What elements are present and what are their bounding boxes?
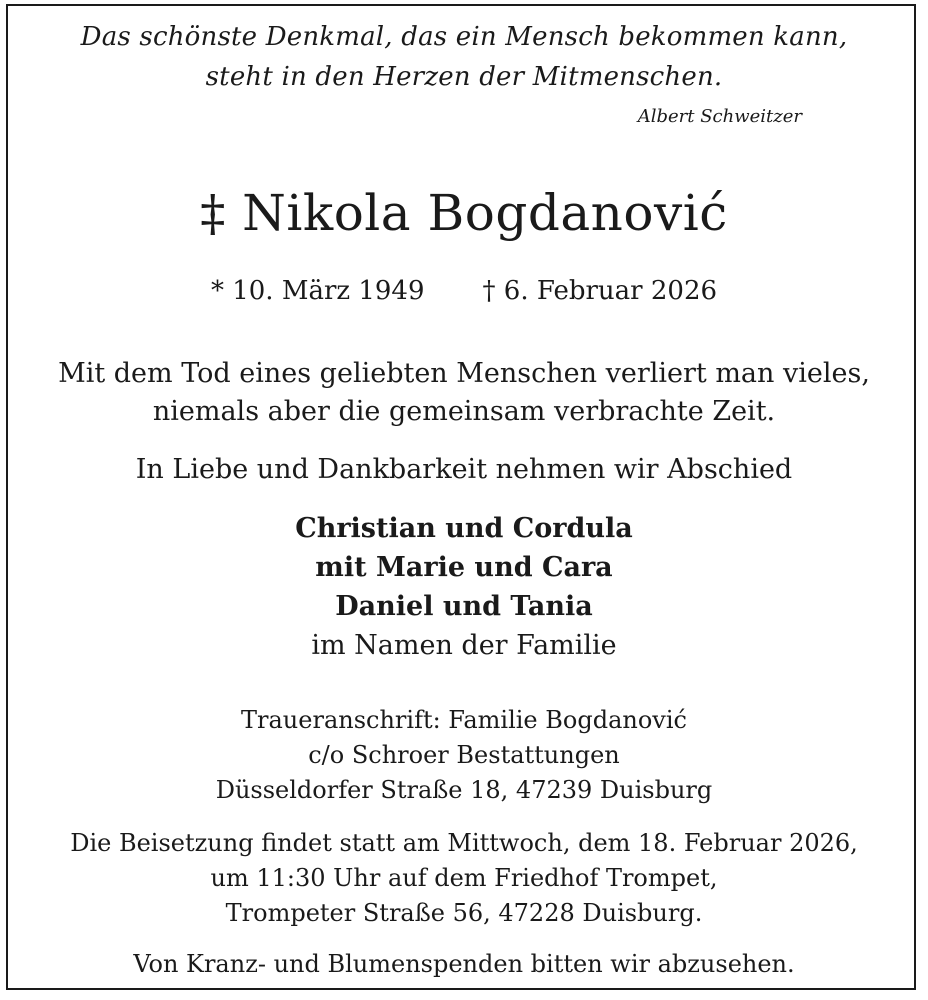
quote-line-1: Das schönste Denkmal, das ein Mensch bekommen kann,	[80, 22, 848, 52]
closing-line: Von Kranz- und Blumenspenden bitten wir abzusehen.	[133, 950, 795, 978]
life-dates	[0, 276, 928, 306]
mourner-line-2: mit Marie und Cara	[315, 552, 613, 583]
birth-date: * 10. März 1949	[210, 276, 425, 306]
funeral-line-1: Die Beisetzung findet statt am Mittwoch, dem 18. Februar 2026,	[70, 829, 858, 857]
mourner-line-4: im Namen der Familie	[311, 630, 617, 661]
quote-author: Albert Schweitzer	[637, 106, 802, 127]
mourner-line-1: Christian und Cordula	[295, 513, 633, 544]
message-line-1: Mit dem Tod eines geliebten Menschen verliert man vieles,	[58, 358, 870, 389]
message-line-2: niemals aber die gemeinsam verbrachte Zeit.	[152, 396, 776, 427]
farewell-line: In Liebe und Dankbarkeit nehmen wir Abschied	[135, 454, 793, 485]
address-line-1: Traueranschrift: Familie Bogdanović	[241, 706, 687, 734]
funeral-line-2: um 11:30 Uhr auf dem Friedhof Trompet,	[210, 864, 718, 892]
mourner-line-3: Daniel und Tania	[335, 591, 593, 622]
address-line-2: c/o Schroer Bestattungen	[308, 741, 620, 769]
death-date: † 6. Februar 2026	[482, 276, 718, 306]
deceased-name: ‡ Nikola Bogdanović	[200, 184, 728, 242]
address-line-3: Düsseldorfer Straße 18, 47239 Duisburg	[215, 776, 713, 804]
funeral-line-3: Trompeter Straße 56, 47228 Duisburg.	[225, 899, 703, 927]
quote-line-2: steht in den Herzen der Mitmenschen.	[205, 62, 723, 92]
